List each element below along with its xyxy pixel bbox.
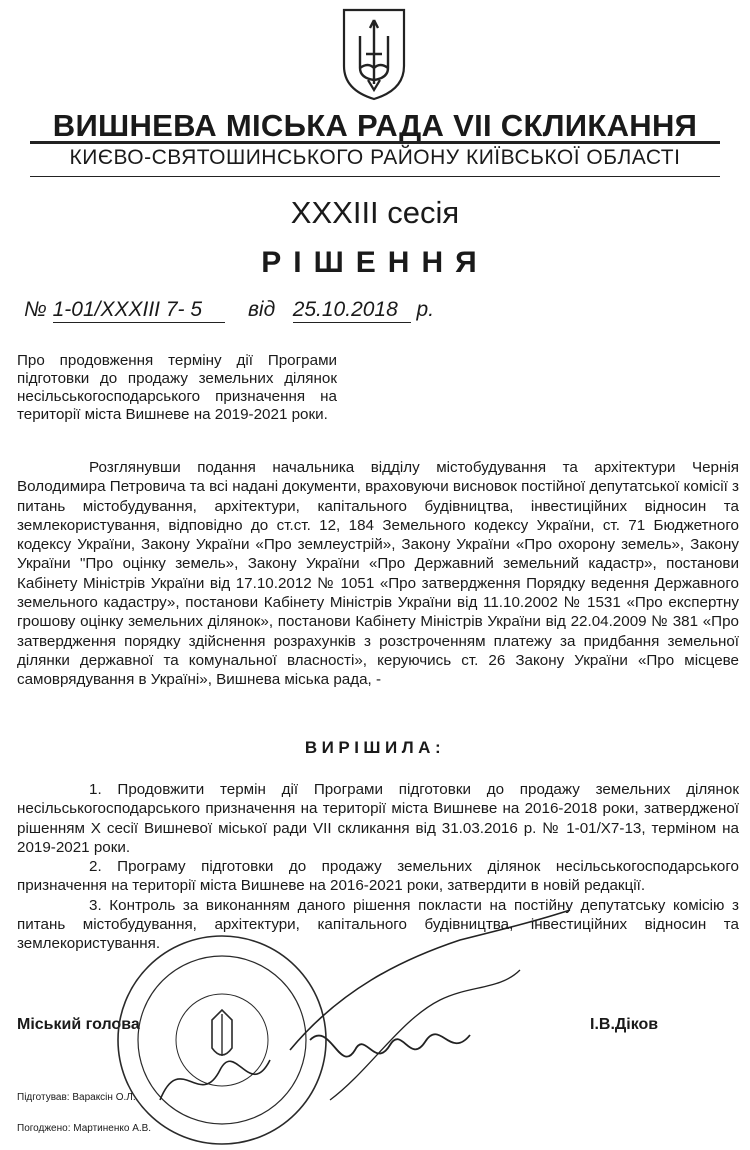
agreed-by: Погоджено: Мартиненко А.В. — [17, 1123, 152, 1134]
coat-of-arms-icon — [338, 6, 410, 102]
prepared-by: Підготував: Варaксін О.Л. — [17, 1092, 136, 1103]
decision-subject: Про продовження терміну дії Програми підготовки до продажу земельних ділянок несільськогосподарського призначення на території міста Вишневе на 2019-2021 роки. — [17, 352, 337, 423]
resolved-heading: ВИРІШИЛА: — [304, 738, 446, 757]
signatory-name: І.В.Діков — [590, 1016, 659, 1033]
header-divider-thick — [30, 141, 720, 144]
decision-item-1: 1. Продовжити термін дії Програми підготовки до продажу земельних ділянок несільськогосподарського призначення на території міста Вишневе на 2016-2018 роки, затвердженої рішенням X сесії Вишневої міської ради VII скликання від 31.03.2016 р. № 1-01/X7-13, терміном на 2019-2021 роки. — [17, 781, 739, 856]
document-number: 1-01/XXXIII 7- 5 — [53, 298, 225, 323]
document-date: 25.10.2018 — [293, 298, 411, 323]
decision-items — [17, 780, 739, 954]
preamble-text: Розглянувши подання начальника відділу містобудування та архітектури Чернія Володимира Петровича та всі надані документи, враховуючи висновок постійної депутатської комісії з питань містобудування, архітектури, капітального будівництва, інвестиційних відносин та землекористування, відповідно до ст.ст. 12, 184 Земельного кодексу України, ст. 71 Бюджетного кодексу України, Закону України «Про землеустрій», Закону України «Про охорону земель», Закону України "Про оцінку земель», Закону України «Про Державний земельний кадастр», постанови Кабінету Міністрів України від 17.10.2012 № 1051 «Про затвердження Порядку ведення Державного земельного кадастру», постанови Кабінету Міністрів України від 11.10.2002 № 1531 «Про експертну грошову оцінку земельних ділянок», постанови Кабінету Міністрів України від 22.04.2009 № 381 «Про затвердження порядку здійснення розрахунків з розстроченням платежу за придбання земельної ділянки державної та комунальної власності», керуючись ст. 26 Закону України «Про місцеве самоврядування в Україні», Вишнева міська рада, - — [17, 459, 739, 689]
signatory-position: Міський голова — [17, 1016, 140, 1033]
decision-item-2: 2. Програму підготовки до продажу земельних ділянок несільськогосподарського призначення на території міста Вишневе на 2016-2021 роки, затвердити в новій редакції. — [17, 858, 739, 895]
document-number-line — [24, 298, 434, 323]
header-divider-thin — [30, 176, 720, 177]
decision-item-3: 3. Контроль за виконанням даного рішення покласти на постійну депутатську комісію з питань містобудування, архітектури, капітального будівництва, інвестиційних відносин та землекористування. — [17, 896, 739, 953]
organization-title: ВИШНЕВА МІСЬКА РАДА VII СКЛИКАННЯ — [52, 108, 698, 143]
date-label: від — [247, 298, 276, 321]
official-seal-stamp — [112, 930, 332, 1150]
number-label: № — [24, 298, 47, 321]
preamble-block — [17, 458, 739, 690]
organization-subtitle: КИЄВО-СВЯТОШИНСЬКОГО РАЙОНУ КИЇВСЬКОЇ ОБЛАСТІ — [69, 146, 681, 169]
document-type-title: РІШЕННЯ — [261, 246, 489, 279]
date-suffix: р. — [416, 298, 435, 321]
session-title: XXXIII сесія — [290, 195, 460, 230]
